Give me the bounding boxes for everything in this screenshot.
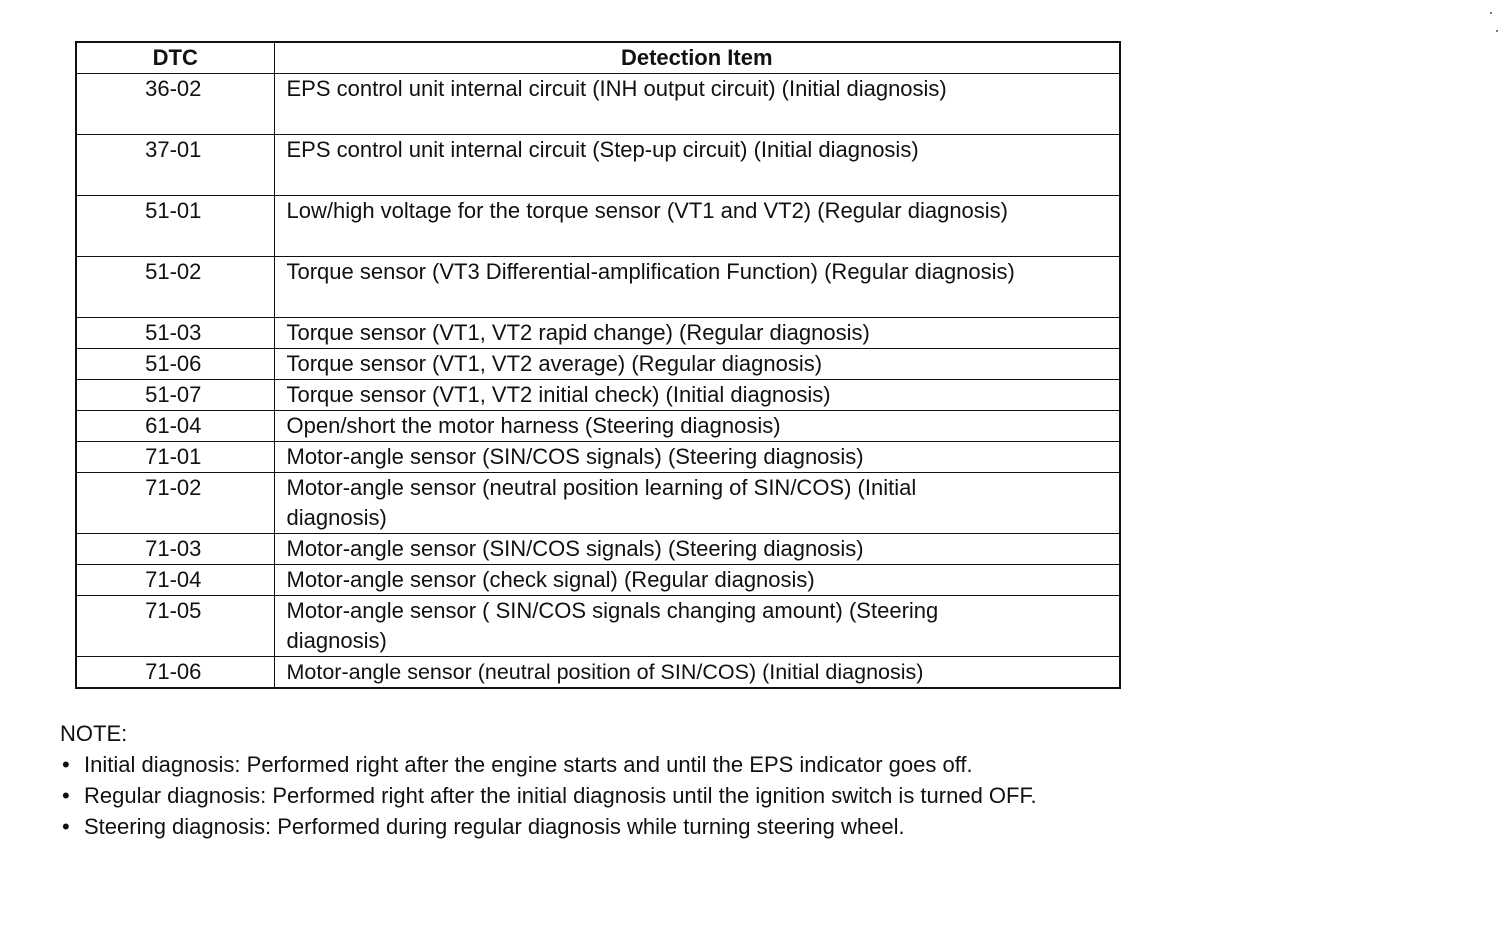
dtc-code: 61-04: [76, 411, 274, 442]
detection-item: Torque sensor (VT1, VT2 average) (Regular diagnosis): [274, 349, 1120, 380]
note-item: [60, 749, 1460, 780]
bullet-icon: •: [62, 814, 70, 839]
dtc-code: 51-02: [76, 257, 274, 318]
dtc-code: 51-06: [76, 349, 274, 380]
table-row: [76, 473, 1120, 534]
detection-item: Torque sensor (VT1, VT2 initial check) (Initial diagnosis): [274, 380, 1120, 411]
table-row: [76, 318, 1120, 349]
table-row: [76, 380, 1120, 411]
detection-item: Motor-angle sensor (neutral position learning of SIN/COS) (Initial diagnosis): [274, 473, 1120, 534]
dtc-code: 36-02: [76, 74, 274, 135]
table-row: [76, 196, 1120, 257]
detection-item-column-header: Detection Item: [274, 42, 1120, 74]
detection-item: Motor-angle sensor (check signal) (Regular diagnosis): [274, 565, 1120, 596]
detection-item: EPS control unit internal circuit (Step-up circuit) (Initial diagnosis): [274, 135, 1120, 196]
dtc-code: 71-03: [76, 534, 274, 565]
dtc-code: 51-01: [76, 196, 274, 257]
detection-item: Low/high voltage for the torque sensor (VT1 and VT2) (Regular diagnosis): [274, 196, 1120, 257]
scan-speck: [1496, 30, 1498, 32]
dtc-code: 71-04: [76, 565, 274, 596]
note-item-text: Steering diagnosis: Performed during regular diagnosis while turning steering wheel.: [84, 814, 905, 839]
table-row: [76, 257, 1120, 318]
note-item-text: Initial diagnosis: Performed right after the engine starts and until the EPS indicator goes off.: [84, 752, 973, 777]
table-row: [76, 442, 1120, 473]
table-row: [76, 349, 1120, 380]
detection-item: Torque sensor (VT3 Differential-amplification Function) (Regular diagnosis): [274, 257, 1120, 318]
dtc-code: 71-06: [76, 657, 274, 689]
detection-item: Motor-angle sensor (SIN/COS signals) (Steering diagnosis): [274, 442, 1120, 473]
table-row: [76, 411, 1120, 442]
detection-item: EPS control unit internal circuit (INH output circuit) (Initial diagnosis): [274, 74, 1120, 135]
table-row: [76, 565, 1120, 596]
detection-item: Motor-angle sensor (SIN/COS signals) (Steering diagnosis): [274, 534, 1120, 565]
scan-speck: [1490, 12, 1492, 14]
detection-item: Torque sensor (VT1, VT2 rapid change) (Regular diagnosis): [274, 318, 1120, 349]
detection-item: Open/short the motor harness (Steering diagnosis): [274, 411, 1120, 442]
dtc-code: 51-07: [76, 380, 274, 411]
dtc-code: 71-05: [76, 596, 274, 657]
dtc-code: 71-01: [76, 442, 274, 473]
detection-item: Motor-angle sensor ( SIN/COS signals changing amount) (Steering diagnosis): [274, 596, 1120, 657]
note-section: [60, 718, 1460, 842]
note-title: NOTE:: [60, 721, 128, 746]
note-item-text: Regular diagnosis: Performed right after the initial diagnosis until the ignition switch is turned OFF.: [84, 783, 1037, 808]
note-list: [60, 749, 1460, 842]
table-row: [76, 596, 1120, 657]
detection-item: Motor-angle sensor (neutral position of SIN/COS) (Initial diagnosis): [274, 657, 1120, 689]
note-item: [60, 811, 1460, 842]
table-header-row: [76, 42, 1120, 74]
dtc-code: 51-03: [76, 318, 274, 349]
dtc-code: 71-02: [76, 473, 274, 534]
table-row: [76, 657, 1120, 689]
dtc-table: [75, 41, 1121, 689]
table-row: [76, 135, 1120, 196]
bullet-icon: •: [62, 752, 70, 777]
table-row: [76, 534, 1120, 565]
dtc-code: 37-01: [76, 135, 274, 196]
dtc-column-header: DTC: [76, 42, 274, 74]
bullet-icon: •: [62, 783, 70, 808]
note-item: [60, 780, 1460, 811]
table-row: [76, 74, 1120, 135]
